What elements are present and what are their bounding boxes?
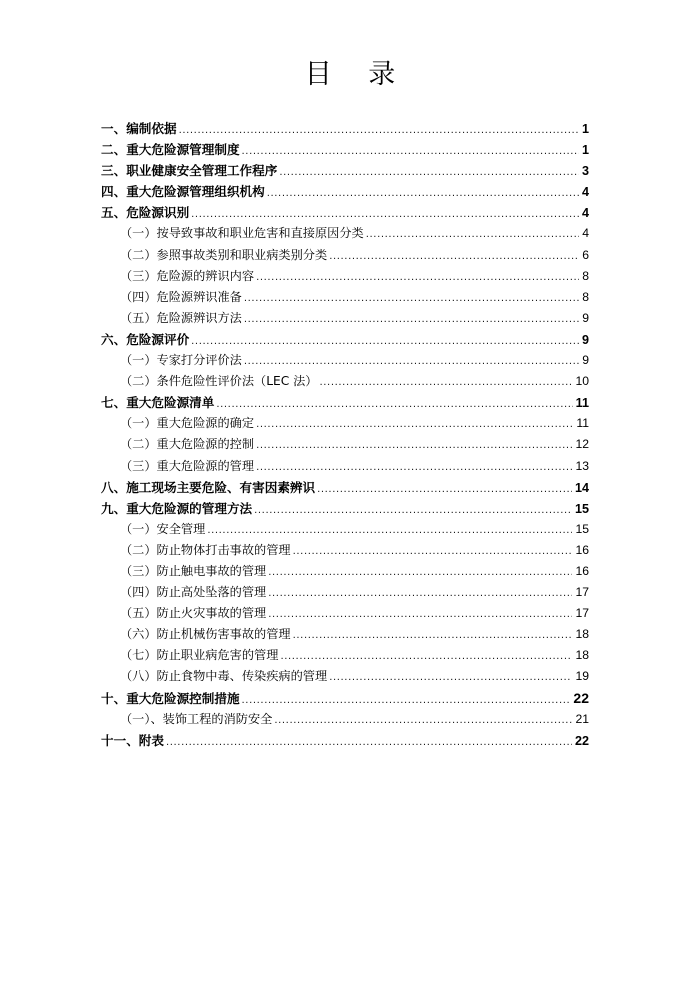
toc-chapter-entry[interactable] [101, 160, 589, 181]
toc-entry-title: （八）防止食物中毒、传染疾病的管理 [120, 669, 328, 684]
toc-page-number: 9 [582, 353, 589, 368]
toc-dot-leader [191, 204, 579, 225]
toc-page-number: 12 [575, 437, 589, 452]
toc-section-entry[interactable] [101, 540, 589, 561]
toc-entry-title: 十、重大危险源控制措施 [101, 690, 240, 706]
toc-chapter-entry[interactable] [101, 118, 589, 139]
toc-entry-title: （一）重大危险源的确定 [120, 416, 255, 431]
page-title: 目 录 [304, 59, 410, 90]
toc-dot-leader [256, 435, 572, 456]
toc-entry-title: （四）危险源辨识准备 [120, 289, 242, 304]
toc-entry-title: （二）重大危险源的控制 [120, 437, 255, 452]
toc-dot-leader [317, 479, 572, 500]
toc-entry-title: （三）防止触电事故的管理 [120, 563, 267, 578]
toc-page-number: 9 [582, 310, 589, 325]
toc-dot-leader [191, 331, 579, 352]
toc-entry-title: （一）专家打分评价法 [120, 353, 242, 368]
toc-dot-leader [244, 309, 579, 330]
toc-chapter-entry[interactable] [101, 202, 589, 223]
toc-entry-title: 九、重大危险源的管理方法 [101, 500, 253, 516]
toc-entry-title: 一、编制依据 [101, 121, 177, 136]
toc-entry-title: （一）、装饰工程的消防安全 [120, 711, 273, 726]
toc-chapter-entry[interactable] [101, 139, 589, 160]
toc-section-entry[interactable] [101, 350, 589, 371]
toc-dot-leader [254, 500, 572, 521]
toc-chapter-entry[interactable] [101, 181, 589, 202]
toc-page-number: 13 [575, 458, 589, 473]
toc-dot-leader [242, 690, 571, 711]
toc-dot-leader [166, 732, 572, 753]
toc-page-number: 22 [573, 689, 589, 706]
toc-page-number: 3 [581, 164, 589, 179]
toc-section-entry[interactable] [101, 223, 589, 244]
toc-dot-leader [216, 394, 572, 415]
toc-dot-leader [320, 372, 573, 393]
toc-section-entry[interactable] [101, 582, 589, 603]
toc-entry-title: 十一、附表 [101, 732, 164, 748]
toc-page-number: 11 [575, 396, 589, 411]
toc-page-number: 11 [576, 416, 589, 431]
toc-dot-leader [293, 625, 573, 646]
toc-dot-leader [244, 288, 579, 309]
toc-section-entry[interactable] [101, 666, 589, 687]
toc-section-entry[interactable] [101, 287, 589, 308]
toc-page-number: 4 [581, 185, 589, 200]
toc-entry-title: 五、危险源识别 [101, 205, 190, 221]
toc-dot-leader [244, 351, 579, 372]
toc-entry-title: （七）防止职业病危害的管理 [120, 648, 279, 663]
toc-page-number: 15 [574, 501, 589, 516]
toc-page-number: 16 [575, 542, 589, 557]
toc-dot-leader [179, 120, 579, 141]
toc-chapter-entry[interactable] [101, 392, 589, 413]
toc-page-number: 18 [575, 648, 589, 663]
toc-page-number: 4 [581, 206, 589, 221]
toc-entry-title: （四）防止高处坠落的管理 [120, 585, 267, 600]
toc-entry-title: 三、职业健康安全管理工作程序 [101, 163, 278, 179]
toc-chapter-entry[interactable] [101, 329, 589, 350]
toc-page-number: 21 [575, 711, 589, 726]
toc-dot-leader [329, 667, 572, 688]
toc-dot-leader [293, 541, 573, 562]
toc-page-number: 6 [582, 247, 589, 262]
toc-section-entry[interactable] [101, 245, 589, 266]
toc-entry-title: （六）防止机械伤害事故的管理 [120, 627, 291, 642]
toc-entry-title: （五）防止火灾事故的管理 [120, 606, 267, 621]
toc-entry-title: 六、危险源评价 [101, 331, 190, 347]
toc-dot-leader [268, 583, 572, 604]
toc-page-number: 8 [582, 268, 589, 283]
toc-section-entry[interactable] [101, 308, 589, 329]
toc-entry-title: 八、施工现场主要危险、有害因素辨识 [101, 479, 316, 495]
toc-entry-title: 四、重大危险源管理组织机构 [101, 184, 265, 200]
toc-entry-title: （二）条件危险性评价法（LEC 法） [120, 374, 318, 389]
toc-dot-leader [274, 710, 572, 731]
toc-dot-leader [242, 141, 579, 162]
toc-entry-title: （三）危险源的辨识内容 [120, 268, 255, 283]
toc-entry-title: （二）参照事故类别和职业病类别分类 [120, 247, 328, 262]
toc-chapter-entry[interactable] [101, 498, 589, 519]
toc-section-entry[interactable] [101, 709, 589, 730]
toc-page-number: 10 [575, 374, 589, 389]
toc-section-entry[interactable] [101, 561, 589, 582]
toc-page-number: 19 [575, 669, 589, 684]
toc-page-number: 9 [581, 332, 589, 347]
toc-entry-title: （一）安全管理 [120, 521, 206, 536]
toc-entry-title: （二）防止物体打击事故的管理 [120, 542, 291, 557]
toc-section-entry[interactable] [101, 624, 589, 645]
toc-dot-leader [279, 162, 579, 183]
toc-entry-title: （三）重大危险源的管理 [120, 458, 255, 473]
toc-entry-title: 二、重大危险源管理制度 [101, 142, 240, 158]
toc-dot-leader [268, 562, 572, 583]
toc-section-entry[interactable] [101, 603, 589, 624]
toc-dot-leader [207, 520, 572, 541]
toc-page-number: 14 [574, 480, 589, 495]
toc-page-number: 17 [575, 585, 589, 600]
toc-entry-title: 七、重大危险源清单 [101, 395, 215, 411]
toc-page-number: 8 [582, 289, 589, 304]
toc-entry-title: （五）危险源辨识方法 [120, 310, 242, 325]
toc-dot-leader [256, 267, 579, 288]
toc-chapter-entry[interactable] [101, 477, 589, 498]
toc-section-entry[interactable] [101, 645, 589, 666]
toc-section-entry[interactable] [101, 434, 589, 455]
toc-section-entry[interactable] [101, 413, 589, 434]
toc-page-number: 18 [575, 627, 589, 642]
toc-dot-leader [267, 183, 579, 204]
toc-section-entry[interactable] [101, 371, 589, 392]
toc-chapter-entry[interactable] [101, 730, 589, 751]
toc-dot-leader [366, 224, 579, 245]
toc-page-number: 1 [581, 122, 589, 136]
toc-entry-title: （一）按导致事故和职业危害和直接原因分类 [120, 226, 364, 241]
toc-dot-leader [268, 604, 572, 625]
toc-section-entry[interactable] [101, 519, 589, 540]
toc-dot-leader [256, 457, 572, 478]
toc-dot-leader [280, 646, 572, 667]
toc-page-number: 4 [582, 226, 589, 241]
toc-dot-leader [256, 414, 573, 435]
toc-page-number: 15 [575, 521, 589, 536]
toc-section-entry[interactable] [101, 456, 589, 477]
toc-page-number: 1 [581, 143, 589, 158]
toc-page-number: 16 [575, 563, 589, 578]
toc-section-entry[interactable] [101, 266, 589, 287]
toc-page-number: 22 [574, 733, 589, 748]
toc-chapter-entry[interactable] [101, 688, 589, 709]
table-of-contents [101, 118, 589, 751]
toc-dot-leader [329, 246, 579, 267]
toc-page-number: 17 [575, 606, 589, 621]
